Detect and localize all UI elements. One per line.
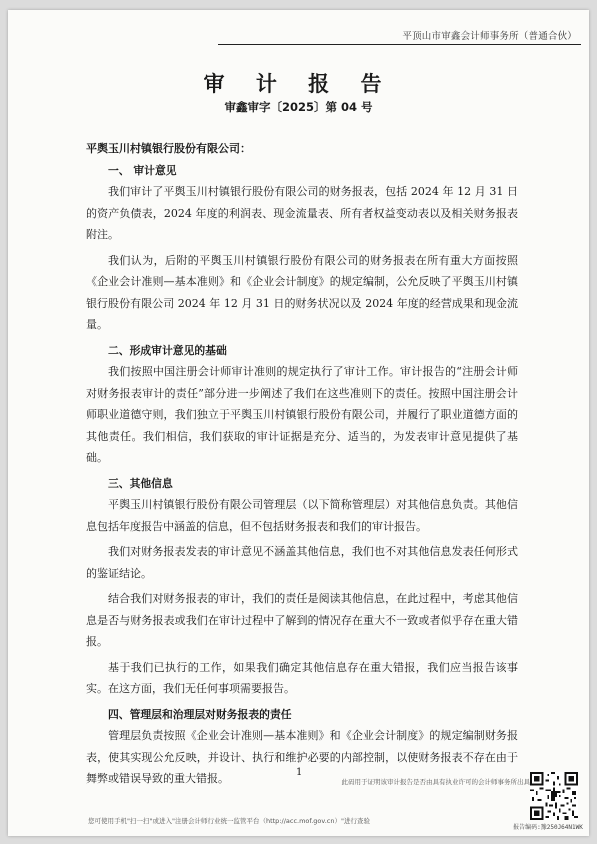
report-body (86, 138, 518, 794)
paragraph: 基于我们已执行的工作，如果我们确定其他信息存在重大错报，我们应当报告该事实。在这方面，我们无任何事项需要报告。 (86, 660, 518, 695)
qr-report-code: 报告编码:豫250J64N1WK (513, 824, 583, 831)
report-number: 审鑫审字〔2025〕第 04 号 (224, 100, 373, 114)
header-rule (218, 44, 581, 45)
firm-name-header: 平顶山市审鑫会计师事务所（普通合伙） (402, 31, 577, 42)
verification-note: 此码用于证明该审计报告是否由具有执业许可的会计师事务所出具 (341, 778, 530, 786)
page-number: 1 (296, 767, 303, 778)
paragraph: 我们对财务报表发表的审计意见不涵盖其他信息，我们也不对其他信息发表任何形式的鉴证结论。 (86, 545, 518, 580)
paragraph: 我们审计了平舆玉川村镇银行股份有限公司的财务报表，包括 2024 年 12 月 31 日的资产负债表，2024 年度的利润表、现金流量表、所有者权益变动表以及相关财务报表附注。 (86, 185, 518, 241)
paragraph: 我们认为，后附的平舆玉川村镇银行股份有限公司的财务报表在所有重大方面按照《企业会计准则—基本准则》和《企业会计制度》的规定编制，公允反映了平舆玉川村镇银行股份有限公司 2024 年 12 月 31 日的财务状况以及 2024 年度的经营成果和现金流量。 (86, 253, 518, 331)
addressee: 平舆玉川村镇银行股份有限公司： (86, 142, 251, 155)
report-title: 审 计 报 告 (203, 71, 394, 96)
verification-instructions: 您可使用手机"扫一扫"或进入"注册会计师行业统一监管平台（http://acc.mof.gov.cn）"进行查验 (88, 817, 370, 825)
qr-code-icon[interactable] (530, 772, 578, 820)
section-heading: 二、形成审计意见的基础 (108, 343, 227, 357)
paragraph: 平舆玉川村镇银行股份有限公司管理层（以下简称管理层）对其他信息负责。其他信息包括年度报告中涵盖的信息，但不包括财务报表和我们的审计报告。 (86, 498, 518, 533)
section-heading: 四、管理层和治理层对财务报表的责任 (108, 707, 292, 721)
document-page (8, 10, 589, 836)
section-heading: 一、 审计意见 (108, 163, 177, 177)
paragraph: 我们按照中国注册会计师审计准则的规定执行了审计工作。审计报告的“注册会计师对财务报表审计的责任”部分进一步阐述了我们在这些准则下的责任。按照中国注册会计师职业道德守则，我们独立于平舆玉川村镇银行股份有限公司，并履行了职业道德方面的其他责任。我们相信，我们获取的审计证据是充分、适当的，为发表审计意见提供了基础。 (86, 365, 518, 464)
section-heading: 三、其他信息 (108, 476, 173, 490)
paragraph: 管理层负责按照《企业会计准则—基本准则》和《企业会计制度》的规定编制财务报表，使其实现公允反映，并设计、执行和维护必要的内部控制，以使财务报表不存在由于舞弊或错误导致的重大错报。 (86, 729, 518, 785)
paragraph: 结合我们对财务报表的审计，我们的责任是阅读其他信息，在此过程中，考虑其他信息是否与财务报表或我们在审计过程中了解到的情况存在重大不一致或者似乎存在重大错报。 (86, 592, 518, 648)
